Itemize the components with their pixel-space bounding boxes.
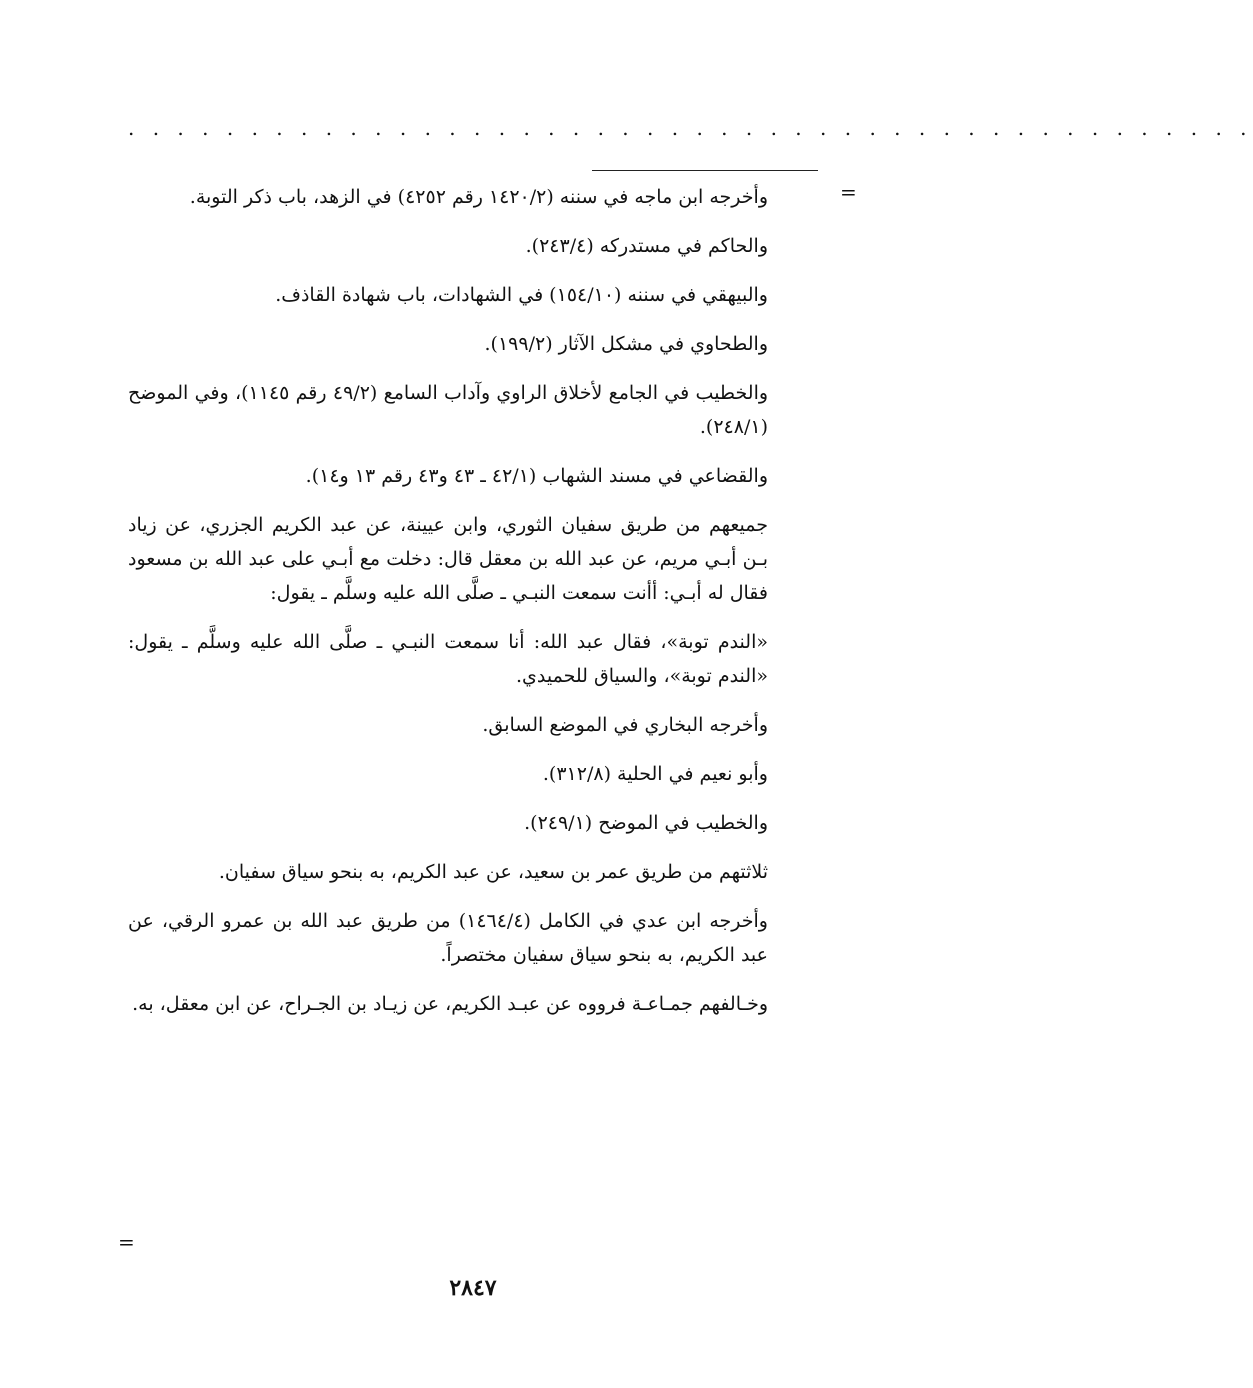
- continuation-mark-top: =: [840, 180, 857, 204]
- paragraph-1: وأخرجه ابن ماجه في سننه (١٤٢٠/٢ رقم ٤٢٥٢) في الزهد، باب ذكر التوبة.: [189, 186, 768, 208]
- footnote-rule: [592, 170, 818, 171]
- paragraph-2: والحاكم في مستدركه (٢٤٣/٤).: [525, 235, 768, 257]
- paragraph-14: وخـالفهم جمـاعـة فرووه عن عبـد الكريم، عن زيـاد بن الجـراح، عن ابن معقل، به.: [132, 993, 768, 1015]
- paragraph-13: وأخرجه ابن عدي في الكامل (١٤٦٤/٤) من طريق عبد الله بن عمرو الرقي، عن عبد الكريم، به بنحو سياق سفيان مختصراً.: [128, 910, 768, 966]
- page-number: ٢٨٤٧: [449, 1275, 497, 1301]
- paragraph-8: «الندم توبة»، فقال عبد الله: أنا سمعت النبـي ـ صلَّى الله عليه وسلَّم ـ يقول: «الندم توبة»، والسياق للحميدي.: [128, 631, 768, 687]
- footnote-body: [128, 180, 768, 1036]
- paragraph-10: وأبو نعيم في الحلية (٣١٢/٨).: [542, 763, 768, 785]
- paragraph-9: وأخرجه البخاري في الموضع السابق.: [482, 714, 768, 736]
- dotted-separator: . . . . . . . . . . . . . . . . . . . . . . . . . . . . . . . . . . . . . . . . . . . . . .: [128, 116, 1253, 140]
- paragraph-7: جميعهم من طريق سفيان الثوري، وابن عيينة، عن عبد الكريم الجزري، عن زياد بـن أبـي مريم، عن عبد الله بن معقل قال: دخلت مع أبـي على عبد الله بن مسعود فقال له أبـي: أأنت سمعت النبـي ـ صلَّى الله عليه وسلَّم ـ يقول:: [128, 514, 768, 604]
- continuation-mark-bottom: =: [118, 1230, 135, 1254]
- paragraph-4: والطحاوي في مشكل الآثار (١٩٩/٢).: [484, 333, 768, 355]
- paragraph-3: والبيهقي في سننه (١٥٤/١٠) في الشهادات، باب شهادة القاذف.: [275, 284, 768, 306]
- paragraph-12: ثلاثتهم من طريق عمر بن سعيد، عن عبد الكريم، به بنحو سياق سفيان.: [218, 861, 768, 883]
- paragraph-11: والخطيب في الموضح (٢٤٩/١).: [524, 812, 768, 834]
- paragraph-6: والقضاعي في مسند الشهاب (٤٢/١ ـ ٤٣ و٤٣ رقم ١٣ و١٤).: [305, 465, 768, 487]
- paragraph-5: والخطيب في الجامع لأخلاق الراوي وآداب السامع (٤٩/٢ رقم ١١٤٥)، وفي الموضح (٢٤٨/١).: [128, 382, 769, 438]
